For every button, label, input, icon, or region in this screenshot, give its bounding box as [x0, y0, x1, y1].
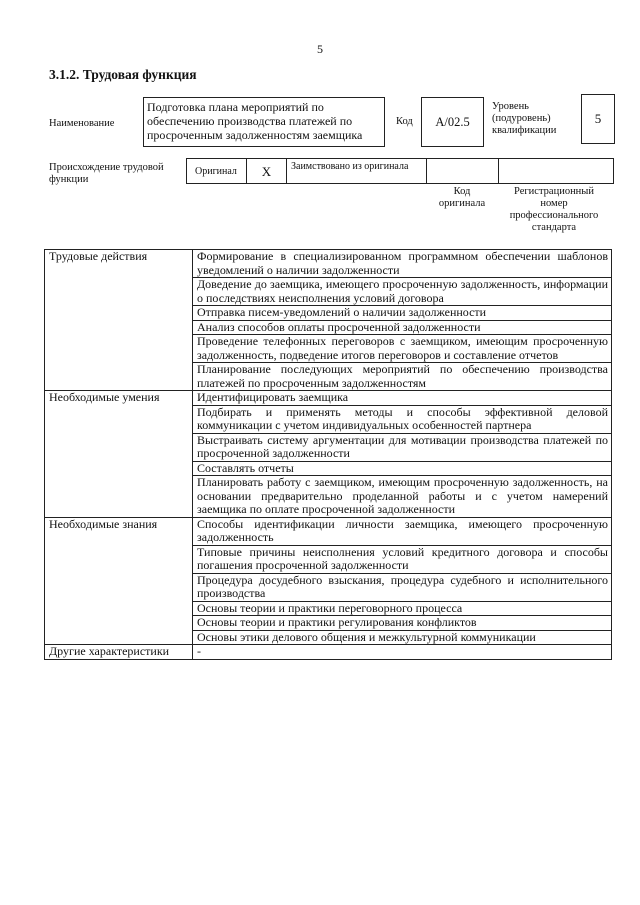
reg-number-cell — [499, 159, 613, 183]
category-cell: Трудовые действия — [45, 250, 193, 391]
item-cell: Составлять отчеты — [193, 461, 612, 476]
table-row — [45, 517, 612, 545]
item-cell: Отправка писем-уведомлений о наличии задолженности — [193, 306, 612, 321]
item-cell: Выстраивать систему аргументации для мотивации производства платежей по просроченной задолженности — [193, 433, 612, 461]
name-label: Наименование — [49, 118, 115, 129]
category-cell: Необходимые знания — [45, 517, 193, 645]
item-cell: Формирование в специализированном программном обеспечении шаблонов уведомлений о наличии задолженности — [193, 250, 612, 278]
item-cell: Основы теории и практики регулирования конфликтов — [193, 616, 612, 631]
item-cell: Подбирать и применять методы и способы эффективной деловой коммуникации с учетом индивидуальных особенностей партнера — [193, 405, 612, 433]
code-label: Код — [396, 116, 413, 127]
level-label: Уровень (подуровень) квалификации — [492, 101, 557, 136]
page-number: 5 — [317, 42, 323, 56]
function-code-box: A/02.5 — [421, 97, 484, 147]
item-cell: Основы этики делового общения и межкультурной коммуникации — [193, 630, 612, 645]
item-cell: Анализ способов оплаты просроченной задолженности — [193, 320, 612, 335]
qualification-level-box: 5 — [581, 94, 615, 144]
labor-function-table — [44, 249, 612, 660]
item-cell: Идентифицировать заемщика — [193, 391, 612, 406]
table-row — [45, 250, 612, 278]
item-cell: Доведение до заемщика, имеющего просроченную задолженность, информации о последствиях неисполнения условий договора — [193, 278, 612, 306]
item-cell: Способы идентификации личности заемщика, имеющего просроченную задолженность — [193, 517, 612, 545]
category-cell: Необходимые умения — [45, 391, 193, 518]
item-cell: Основы теории и практики переговорного процесса — [193, 601, 612, 616]
table-row — [45, 645, 612, 660]
origin-label: Происхождение трудовой функции — [49, 162, 164, 185]
function-name-box: Подготовка плана мероприятий по обеспечению производства платежей по просроченным задолженностям заемщика — [143, 97, 385, 147]
code-original-cell — [427, 159, 499, 183]
item-cell: Планировать работу с заемщиком, имеющим просроченную задолженность, на основании предварительно проделанной работы и с учетом намерений заемщика по оплате просроченной задолженности — [193, 476, 612, 518]
reg-number-label: Регистрационный номер профессионального стандарта — [509, 186, 599, 233]
table-row — [45, 391, 612, 406]
item-cell: Планирование последующих мероприятий по обеспечению производства платежей по просроченным задолженностям — [193, 363, 612, 391]
item-cell: Типовые причины неисполнения условий кредитного договора и способы погашения просроченной задолженности — [193, 545, 612, 573]
borrowed-cell: Заимствовано из оригинала — [287, 159, 427, 183]
section-title: 3.1.2. Трудовая функция — [49, 67, 197, 82]
category-cell: Другие характеристики — [45, 645, 193, 660]
origin-table — [186, 158, 614, 184]
original-cell: Оригинал — [187, 159, 247, 183]
original-mark: X — [247, 159, 287, 183]
item-cell: Процедура досудебного взыскания, процедура судебного и исполнительного производства — [193, 573, 612, 601]
item-cell: - — [193, 645, 612, 660]
item-cell: Проведение телефонных переговоров с заемщиком, имеющим просроченную задолженность, подведение итогов переговоров и составление отчетов — [193, 335, 612, 363]
code-original-label: Код оригинала — [438, 186, 486, 209]
